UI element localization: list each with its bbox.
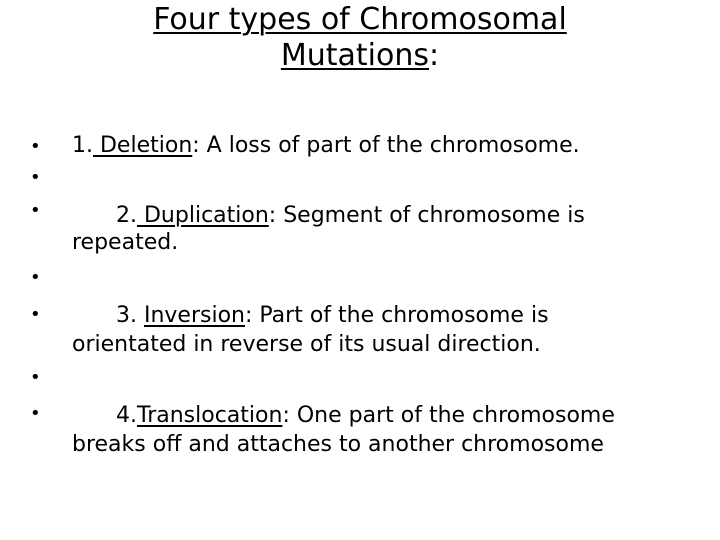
- item-number: 4.: [116, 403, 137, 428]
- item-description: : One part of the chromosome: [282, 403, 615, 428]
- item-description: : A loss of part of the chromosome.: [192, 133, 580, 158]
- item-number: 3.: [116, 303, 144, 328]
- bullet-dot-7: •: [30, 403, 41, 424]
- title-line-2-suffix: :: [429, 38, 440, 73]
- list-item-inversion-continuation: [72, 332, 712, 358]
- list-item-translocation-continuation: [72, 432, 712, 458]
- item-number: 1.: [72, 133, 93, 158]
- list-item-duplication-continuation: [72, 230, 712, 256]
- item-term-inversion: Inversion: [143, 303, 245, 328]
- title-line-1-text: Four types of Chromosomal: [153, 2, 567, 37]
- item-term-deletion: Deletion: [93, 133, 193, 158]
- bullet-dot-1: •: [30, 136, 41, 157]
- list-item-translocation: [72, 403, 712, 429]
- item-description-continued: breaks off and attaches to another chromosome: [72, 432, 604, 457]
- item-description-continued: repeated.: [72, 230, 179, 255]
- bullet-dot-3: •: [30, 200, 41, 221]
- bullet-dot-2: •: [30, 167, 41, 188]
- item-term-translocation: Translocation: [137, 403, 283, 428]
- bullet-dot-6: •: [30, 367, 41, 388]
- item-description: : Part of the chromosome is: [245, 303, 549, 328]
- bullet-dot-4: •: [30, 267, 41, 288]
- title-line-2-term: Mutations: [280, 38, 430, 73]
- list-item-deletion: [72, 133, 712, 159]
- item-term-duplication: Duplication: [137, 203, 269, 228]
- list-item-inversion: [72, 303, 712, 329]
- item-number: 2.: [116, 203, 137, 228]
- item-description-continued: orientated in reverse of its usual direction.: [72, 332, 541, 357]
- bullet-dot-5: •: [30, 304, 41, 325]
- list-item-duplication: [72, 203, 712, 229]
- item-description: : Segment of chromosome is: [268, 203, 585, 228]
